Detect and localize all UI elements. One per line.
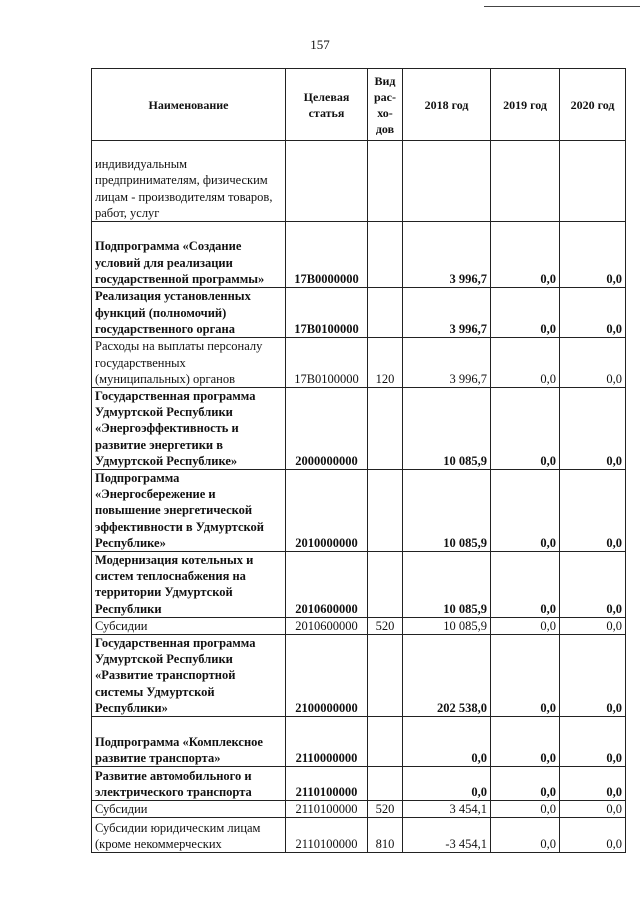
row-type: [368, 288, 403, 338]
table-row: [92, 388, 626, 470]
row-2020: [560, 141, 626, 222]
row-name: Расходы на выплаты персоналу государственных (муниципальных) органов: [92, 338, 286, 388]
row-name: Подпрограмма «Энергосбережение и повышение энергетической эффективности в Удмуртской Республике»: [92, 470, 286, 552]
header-name: Наименование: [92, 69, 286, 141]
row-name: Реализация установленных функций (полномочий) государственного органа: [92, 288, 286, 338]
row-2018: 0,0: [403, 717, 491, 767]
row-2020: 0,0: [560, 222, 626, 288]
row-2019: 0,0: [491, 470, 560, 552]
row-target: 17В0000000: [286, 222, 368, 288]
table-row: [92, 767, 626, 801]
row-2018: 10 085,9: [403, 552, 491, 618]
row-target: 2010600000: [286, 617, 368, 634]
row-target: 2110100000: [286, 801, 368, 818]
row-2019: 0,0: [491, 617, 560, 634]
row-2019: 0,0: [491, 818, 560, 853]
header-type: [368, 69, 403, 141]
row-target: 2110000000: [286, 717, 368, 767]
row-name: Государственная программа Удмуртской Республики «Развитие транспортной системы Удмуртской Республики»: [92, 635, 286, 717]
row-2020: 0,0: [560, 801, 626, 818]
row-2018: 3 996,7: [403, 338, 491, 388]
row-name: Подпрограмма «Создание условий для реализации государственной программы»: [92, 222, 286, 288]
table-row: [92, 635, 626, 717]
row-target: 2110100000: [286, 767, 368, 801]
row-2019: 0,0: [491, 801, 560, 818]
row-2020: 0,0: [560, 818, 626, 853]
row-type: 520: [368, 801, 403, 818]
row-2018: 3 996,7: [403, 222, 491, 288]
row-2020: 0,0: [560, 338, 626, 388]
header-rule: [484, 0, 640, 7]
row-2019: 0,0: [491, 222, 560, 288]
table-row: [92, 818, 626, 853]
row-type: 810: [368, 818, 403, 853]
row-2018: 10 085,9: [403, 470, 491, 552]
row-type: [368, 717, 403, 767]
row-2019: [491, 141, 560, 222]
header-target: Целевая статья: [286, 69, 368, 141]
row-2020: 0,0: [560, 635, 626, 717]
row-name: Развитие автомобильного и электрического транспорта: [92, 767, 286, 801]
row-2018: 0,0: [403, 767, 491, 801]
row-2018: 3 454,1: [403, 801, 491, 818]
row-name: Субсидии юридическим лицам (кроме некоммерческих: [92, 818, 286, 853]
row-type: 120: [368, 338, 403, 388]
row-name: Модернизация котельных и систем теплоснабжения на территории Удмуртской Республики: [92, 552, 286, 618]
row-type: [368, 470, 403, 552]
row-2020: 0,0: [560, 767, 626, 801]
row-2018: 3 996,7: [403, 288, 491, 338]
header-type-line: Вид: [374, 73, 396, 88]
row-2018: [403, 141, 491, 222]
row-2019: 0,0: [491, 767, 560, 801]
row-type: [368, 222, 403, 288]
table-row: [92, 288, 626, 338]
row-name: индивидуальным предпринимателям, физическим лицам - производителям товаров, работ, услуг: [92, 141, 286, 222]
table-row: [92, 617, 626, 634]
row-2020: 0,0: [560, 617, 626, 634]
table-row: [92, 222, 626, 288]
row-type: [368, 388, 403, 470]
row-target: 2010000000: [286, 470, 368, 552]
row-2019: 0,0: [491, 552, 560, 618]
row-target: [286, 141, 368, 222]
row-2019: 0,0: [491, 635, 560, 717]
row-2019: 0,0: [491, 388, 560, 470]
row-2020: 0,0: [560, 717, 626, 767]
row-type: [368, 552, 403, 618]
row-2020: 0,0: [560, 552, 626, 618]
row-name: Субсидии: [92, 801, 286, 818]
row-2020: 0,0: [560, 470, 626, 552]
row-target: 2110100000: [286, 818, 368, 853]
row-2018: 202 538,0: [403, 635, 491, 717]
row-2018: 10 085,9: [403, 388, 491, 470]
row-2018: -3 454,1: [403, 818, 491, 853]
row-name: Государственная программа Удмуртской Республики «Энергоэффективность и развитие энергетики в Удмуртской Республике»: [92, 388, 286, 470]
header-type-line: дов: [375, 121, 395, 136]
header-2018: 2018 год: [403, 69, 491, 141]
row-target: 2010600000: [286, 552, 368, 618]
row-2020: 0,0: [560, 388, 626, 470]
row-type: [368, 767, 403, 801]
row-target: 17В0100000: [286, 288, 368, 338]
row-2020: 0,0: [560, 288, 626, 338]
row-target: 17В0100000: [286, 338, 368, 388]
row-type: [368, 141, 403, 222]
header-row: [92, 69, 626, 141]
row-type: [368, 635, 403, 717]
row-2019: 0,0: [491, 338, 560, 388]
row-2019: 0,0: [491, 717, 560, 767]
header-2020: 2020 год: [560, 69, 626, 141]
budget-table: [91, 68, 626, 853]
row-type: 520: [368, 617, 403, 634]
header-type-line: хо-: [377, 105, 393, 120]
row-2018: 10 085,9: [403, 617, 491, 634]
row-2019: 0,0: [491, 288, 560, 338]
header-type-line: рас-: [374, 89, 396, 104]
row-target: 2000000000: [286, 388, 368, 470]
row-target: 2100000000: [286, 635, 368, 717]
row-name: Подпрограмма «Комплексное развитие транспорта»: [92, 717, 286, 767]
table-row: [92, 470, 626, 552]
table-row: [92, 141, 626, 222]
row-name: Субсидии: [92, 617, 286, 634]
table-row: [92, 717, 626, 767]
header-2019: 2019 год: [491, 69, 560, 141]
table-row: [92, 338, 626, 388]
table-row: [92, 801, 626, 818]
table-row: [92, 552, 626, 618]
page-number: 157: [310, 37, 330, 52]
